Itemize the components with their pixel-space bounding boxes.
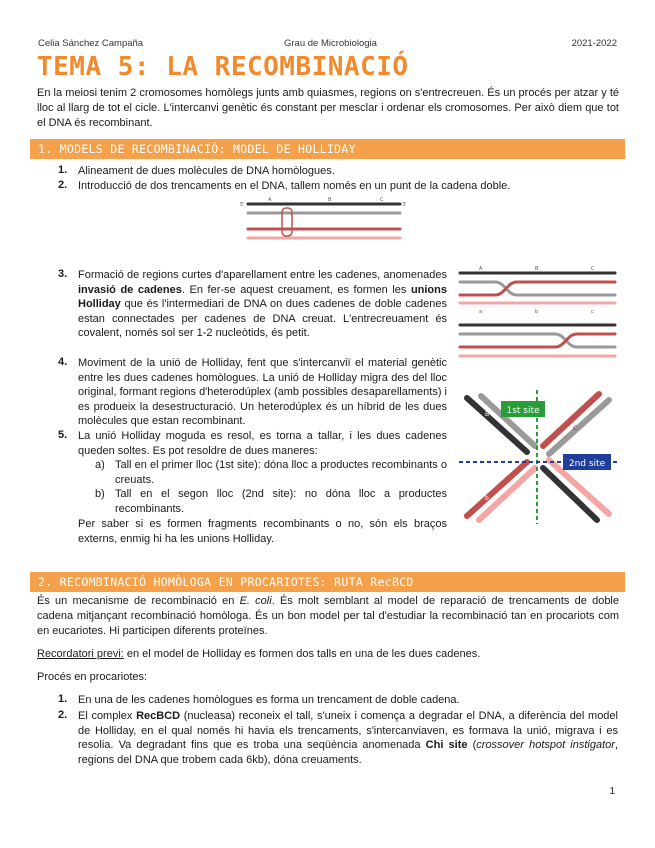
list-item: Alineament de dues molècules de DNA homòlogues. <box>78 165 335 177</box>
label-b: B <box>328 197 332 203</box>
process-label: Procés en procariotes: <box>37 671 148 683</box>
svg-text:b: b <box>535 309 539 315</box>
page-title: TEMA 5: LA RECOMBINACIÓ <box>37 52 409 82</box>
author: Celia Sánchez Campaña <box>38 38 144 49</box>
list-item-recbcd: El complex RecBCD (nucleasa) reconeix el tall, s'uneix i comença a degradar el DNA, a diferència del model de Holliday, en el qual només hi havia els trencaments, s'intercanviaven, es formava la unió, migrava i es resolia. Va degradant fins que es troba una seqüència anomenada Chi site (crossover hotspot instigator, regions del DNA que trobem cada 6kb), dóna creuaments. <box>78 710 618 766</box>
section2-paragraph: És un mecanisme de recombinació en E. coli. És molt semblant al model de reparació de trencaments de doble cadena mitjançant recombinació homòloga. És un bon model per tal d'estudiar la recombinació tan en procariots com en eucariotes. Hi participen diferents proteïnes. <box>37 595 619 637</box>
svg-text:c: c <box>591 309 594 315</box>
item-number: 5. <box>58 429 68 441</box>
list-item: Introducció de dos trencaments en el DNA, tallem només en un punt de la cadena doble. <box>78 180 511 192</box>
svg-text:a: a <box>479 309 483 315</box>
svg-text:b: b <box>485 495 489 502</box>
label-a: A <box>268 197 272 203</box>
section2-heading: 2. RECOMBINACIÓ HOMÒLOGA EN PROCARIOTES: RUTA RecBCD <box>30 572 625 592</box>
label-5: 5' <box>240 202 245 208</box>
holliday-resolution-figure <box>455 388 620 526</box>
dna-alignment-figure <box>240 196 410 248</box>
item-number: 3. <box>58 268 68 280</box>
svg-text:C: C <box>573 425 578 432</box>
subitem-number: a) <box>95 459 105 471</box>
year: 2021-2022 <box>571 38 617 49</box>
course: Grau de Microbiologia <box>284 38 377 49</box>
list-item: Moviment de la unió de Holliday, fent que s'intercanviï el material genètic entre les dues cadenes homòlogues. La unió de Holliday migra des del lloc original, formant regions d'heterodúplex (amb possibles desaparellaments) i es produeix la desestructuració. Un heterodúplex és un híbrid de les dues molècules que estan recombinant. <box>78 357 447 427</box>
item-number: 2. <box>58 709 68 721</box>
subitem: Tall en el primer lloc (1st site): dóna lloc a productes recombinants o creuats. <box>115 459 447 486</box>
svg-text:B: B <box>535 266 539 272</box>
list-item-strand-invasion: Formació de regions curtes d'aparellament entre les cadenes, anomenades invasió de cadenes. En fer-se aquest creuament, es formen les unions Holliday que és l'intermediari de DNA on dues cadenes de doble cadenes estan connectades per cadenes de DNA creuat. L'entrecreuament és covalent, només sol ser 1-2 nucleòtids, és petit. <box>78 269 447 339</box>
intro-paragraph: En la meiosi tenim 2 cromosomes homòlegs junts amb quiasmes, regions on s'entrecreuen. És un procés per atzar y té lloc al llarg de tot el cicle. L'intercanvi genètic és constant per mesclar i ordenar els cromosomes. Per això diem que tot el DNA és recombinant. <box>37 87 619 129</box>
item-number: 2. <box>58 179 68 191</box>
list-item: La unió Holliday moguda es resol, es torna a tallar, i les dues cadenes queden soltes. Es pot resoldre de dues maneres: <box>78 430 447 457</box>
svg-text:A: A <box>479 266 483 272</box>
holliday-junction-figure <box>455 265 620 365</box>
subitem: Tall en el segon lloc (2nd site): no dóna lloc a productes recombinants. <box>115 488 447 515</box>
item-number: 1. <box>58 693 68 705</box>
page-number: 1 <box>609 786 615 797</box>
item-number: 1. <box>58 164 68 176</box>
subitem-number: b) <box>95 488 105 500</box>
label-3: 3' <box>402 202 407 208</box>
site1-label: 1st site <box>506 406 540 416</box>
list-item: En una de les cadenes homòlogues es forma un trencament de doble cadena. <box>78 694 460 706</box>
svg-text:C: C <box>591 266 595 272</box>
section1-heading: 1. MODELS DE RECOMBINACIÓ: MODEL DE HOLLIDAY <box>30 139 625 159</box>
closing-paragraph: Per saber si es formen fragments recombinants o no, són els braços externs, enmig hi ha les unions Holliday. <box>78 518 447 545</box>
site2-label: 2nd site <box>568 459 606 469</box>
item-number: 4. <box>58 356 68 368</box>
svg-text:B: B <box>485 411 490 418</box>
label-c: C <box>380 197 384 203</box>
reminder-paragraph: Recordatori previ: en el model de Holliday es formen dos talls en una de les dues cadenes. <box>37 648 481 660</box>
